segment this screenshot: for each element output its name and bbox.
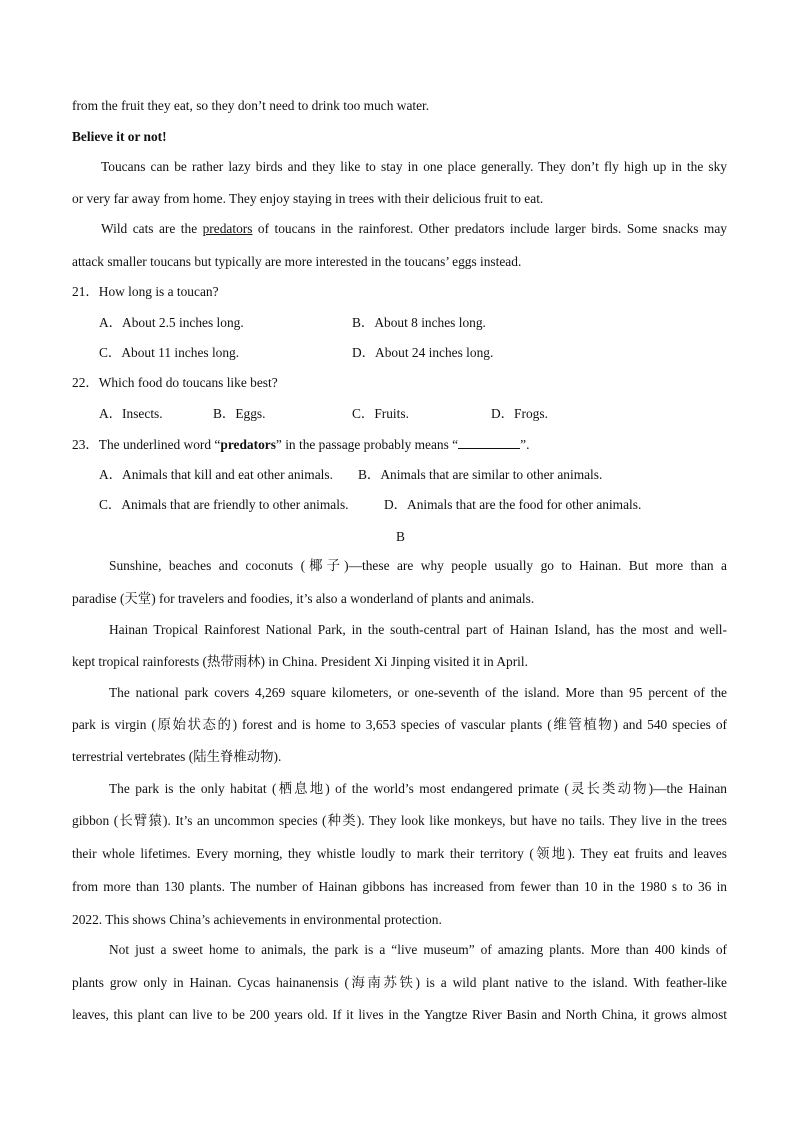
- question-text: ” in the passage probably means “: [275, 437, 459, 452]
- question-22-option-a: A．Insects.: [99, 406, 163, 421]
- question-23-option-a: A．Animals that kill and eat other animals.: [99, 467, 333, 482]
- question-22-option-d: D．Frogs.: [491, 406, 548, 421]
- passage-line: Toucans can be rather lazy birds and they like to stay in one place generally. They don’t fly high up in the sky: [101, 159, 727, 174]
- answer-blank: [458, 436, 520, 449]
- question-23-option-c: C．Animals that are friendly to other animals.: [99, 497, 349, 512]
- passage-text: Wild cats are the: [101, 221, 203, 236]
- passage-line: park is virgin (原始状态的) forest and is home to 3,653 species of vascular plants (维管植物) and 540 species of: [72, 717, 727, 732]
- passage-line: kept tropical rainforests (热带雨林) in China. President Xi Jinping visited it in April.: [72, 654, 528, 669]
- question-23-option-b: B．Animals that are similar to other animals.: [358, 467, 603, 482]
- passage-line: The national park covers 4,269 square kilometers, or one-seventh of the island. More than 95 percent of the: [109, 685, 727, 700]
- question-text: ”.: [520, 437, 530, 452]
- passage-line: paradise (天堂) for travelers and foodies, it’s also a wonderland of plants and animals.: [72, 591, 535, 606]
- passage-line: leaves, this plant can live to be 200 years old. If it lives in the Yangtze River Basin and North China, it grows almost: [72, 1007, 727, 1022]
- question-21-stem: 21．How long is a toucan?: [72, 284, 219, 299]
- passage-line: or very far away from home. They enjoy staying in trees with their delicious fruit to eat.: [72, 191, 544, 206]
- passage-line: terrestrial vertebrates (陆生脊椎动物).: [72, 749, 282, 764]
- question-23-stem: [72, 436, 529, 454]
- passage-line: their whole lifetimes. Every morning, they whistle loudly to mark their territory (领地). They eat fruits and leaves: [72, 846, 727, 861]
- bold-word: predators: [220, 437, 276, 452]
- passage-line: Not just a sweet home to animals, the park is a “live museum” of amazing plants. More than 400 kinds of: [109, 942, 727, 957]
- passage-line: [101, 220, 727, 238]
- question-text: 23．The underlined word “: [72, 437, 221, 452]
- question-22-option-c: C．Fruits.: [352, 406, 409, 421]
- question-22-option-b: B．Eggs.: [213, 406, 266, 421]
- underlined-word: predators: [202, 221, 253, 236]
- section-heading: Believe it or not!: [72, 129, 167, 144]
- passage-line: gibbon (长臂猿). It’s an uncommon species (种类). They look like monkeys, but have no tails. They live in the trees: [72, 813, 727, 828]
- passage-line: plants grow only in Hainan. Cycas hainanensis (海南苏铁) is a wild plant native to the island. With feather-like: [72, 975, 727, 990]
- passage-text: of toucans in the rainforest. Other predators include larger birds. Some snacks may: [252, 221, 727, 236]
- question-21-option-d: D．About 24 inches long.: [352, 345, 494, 360]
- question-22-stem: 22．Which food do toucans like best?: [72, 375, 278, 390]
- passage-line: from more than 130 plants. The number of Hainan gibbons has increased from fewer than 10 in the 1980 s to 36 in: [72, 879, 727, 894]
- passage-b-title: B: [396, 529, 405, 544]
- question-21-option-a: A．About 2.5 inches long.: [99, 315, 244, 330]
- question-21-option-c: C．About 11 inches long.: [99, 345, 240, 360]
- passage-line: Sunshine, beaches and coconuts (椰子)—these are why people usually go to Hainan. But more than a: [109, 558, 727, 573]
- passage-line: Hainan Tropical Rainforest National Park, in the south-central part of Hainan Island, has the most and well-: [109, 622, 727, 637]
- passage-line: attack smaller toucans but typically are more interested in the toucans’ eggs instead.: [72, 254, 522, 269]
- question-23-option-d: D．Animals that are the food for other animals.: [384, 497, 642, 512]
- passage-line: 2022. This shows China’s achievements in environmental protection.: [72, 912, 442, 927]
- question-21-option-b: B．About 8 inches long.: [352, 315, 486, 330]
- passage-line: from the fruit they eat, so they don’t need to drink too much water.: [72, 98, 430, 113]
- passage-line: The park is the only habitat (栖息地) of the world’s most endangered primate (灵长类动物)—the Hainan: [109, 781, 727, 796]
